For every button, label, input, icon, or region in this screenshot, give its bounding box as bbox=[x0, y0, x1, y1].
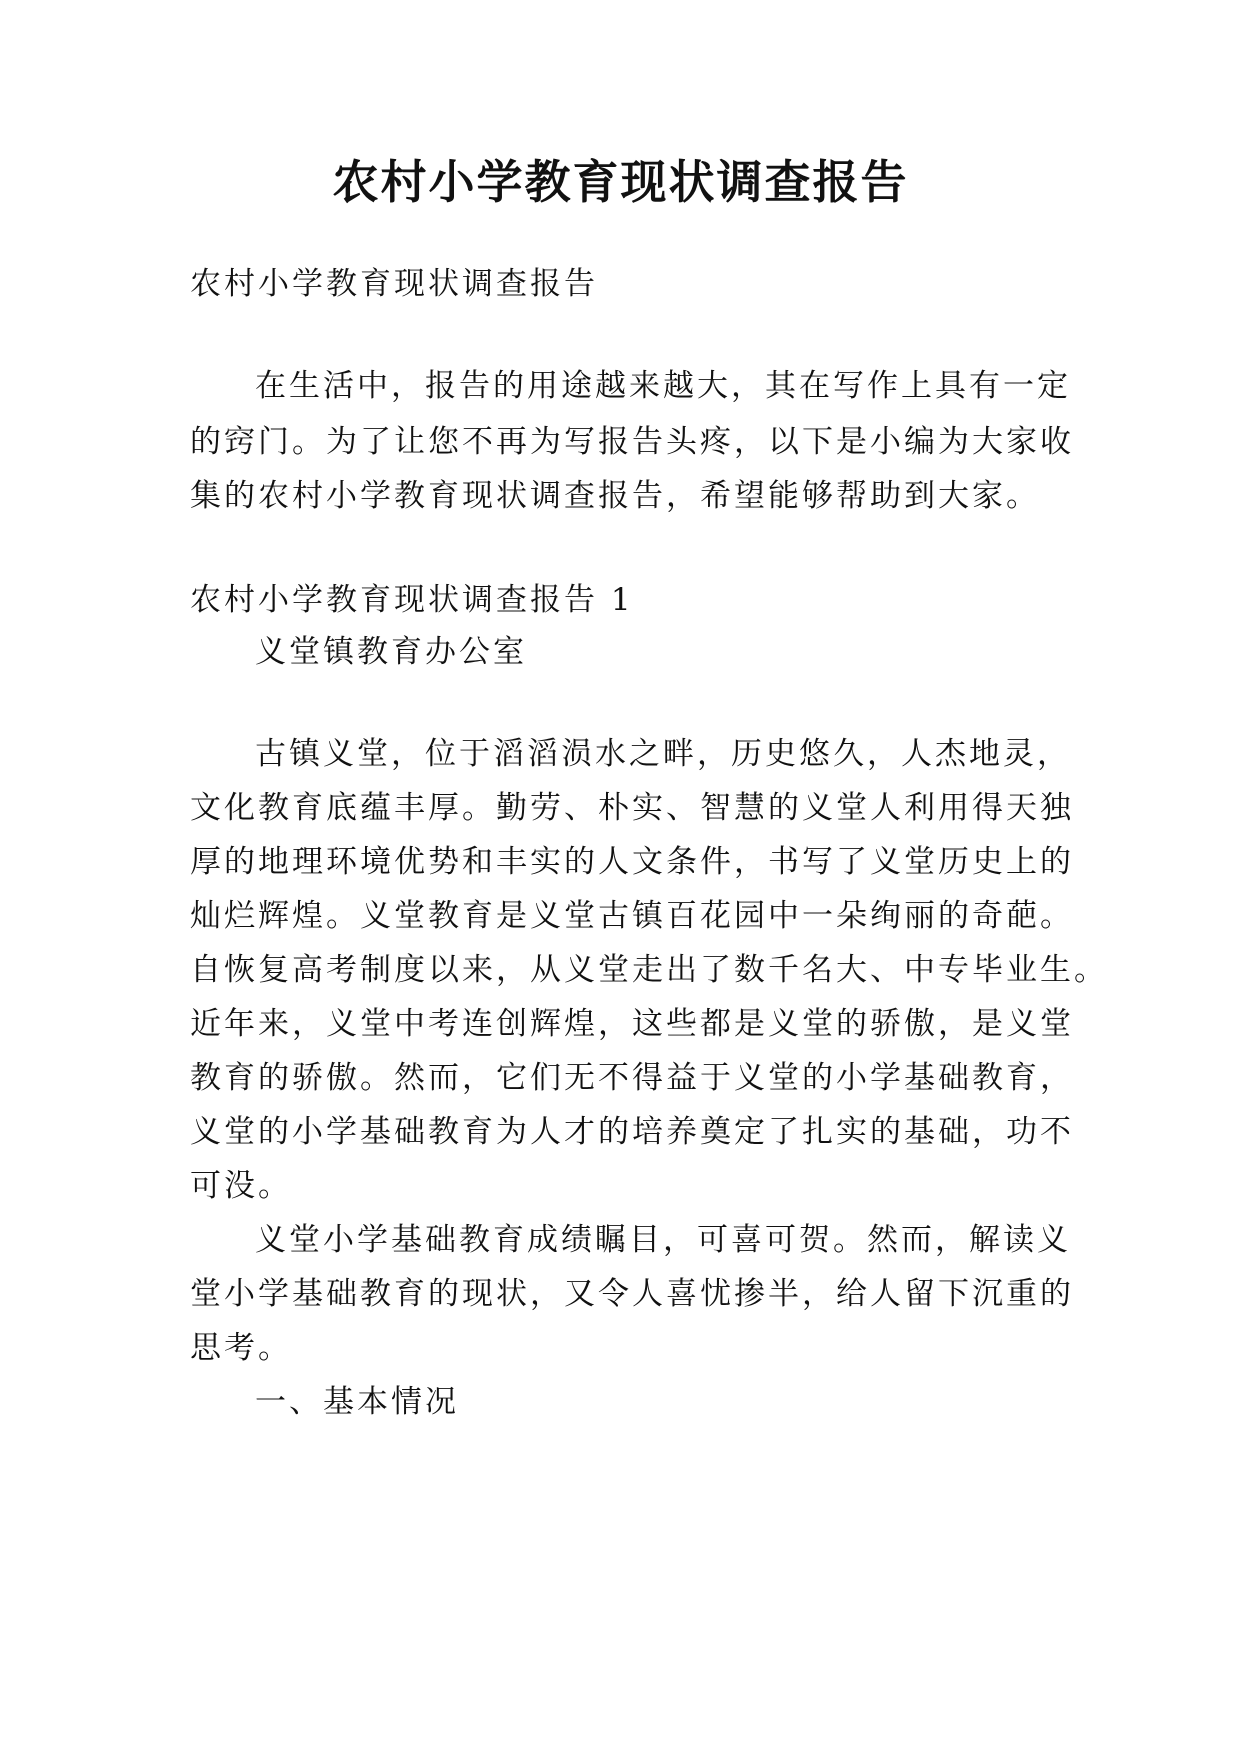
document-title: 农村小学教育现状调查报告 bbox=[332, 155, 909, 209]
body-line-3: 厚的地理环境优势和丰实的人文条件，书写了义堂历史上的 bbox=[190, 844, 1074, 880]
body-line-4: 灿烂辉煌。义堂教育是义堂古镇百花园中一朵绚丽的奇葩。 bbox=[190, 898, 1074, 934]
subtitle-line: 农村小学教育现状调查报告 bbox=[190, 266, 598, 302]
body-line-11: 堂小学基础教育的现状，又令人喜忧掺半，给人留下沉重的 bbox=[190, 1276, 1074, 1312]
office-name: 义堂镇教育办公室 bbox=[255, 634, 527, 670]
body-line-6: 近年来，义堂中考连创辉煌，这些都是义堂的骄傲，是义堂 bbox=[190, 1006, 1074, 1042]
intro-line-2: 的窍门。为了让您不再为写报告头疼，以下是小编为大家收 bbox=[190, 424, 1074, 460]
section-heading-basic: 一、基本情况 bbox=[255, 1384, 459, 1420]
body-line-1: 古镇义堂，位于滔滔涢水之畔，历史悠久，人杰地灵， bbox=[255, 736, 1071, 772]
body-line-10: 义堂小学基础教育成绩瞩目，可喜可贺。然而，解读义 bbox=[255, 1222, 1071, 1258]
body-line-7: 教育的骄傲。然而，它们无不得益于义堂的小学基础教育， bbox=[190, 1060, 1074, 1096]
body-line-8: 义堂的小学基础教育为人才的培养奠定了扎实的基础，功不 bbox=[190, 1114, 1074, 1150]
body-line-2: 文化教育底蕴丰厚。勤劳、朴实、智慧的义堂人利用得天独 bbox=[190, 790, 1074, 826]
section-heading-1: 农村小学教育现状调查报告 1 bbox=[190, 582, 634, 618]
body-line-12: 思考。 bbox=[190, 1330, 292, 1366]
intro-line-3: 集的农村小学教育现状调查报告，希望能够帮助到大家。 bbox=[190, 478, 1040, 514]
body-line-5: 自恢复高考制度以来，从义堂走出了数千名大、中专毕业生。 bbox=[190, 952, 1108, 988]
intro-line-1: 在生活中，报告的用途越来越大，其在写作上具有一定 bbox=[255, 368, 1071, 404]
body-line-9: 可没。 bbox=[190, 1168, 292, 1204]
